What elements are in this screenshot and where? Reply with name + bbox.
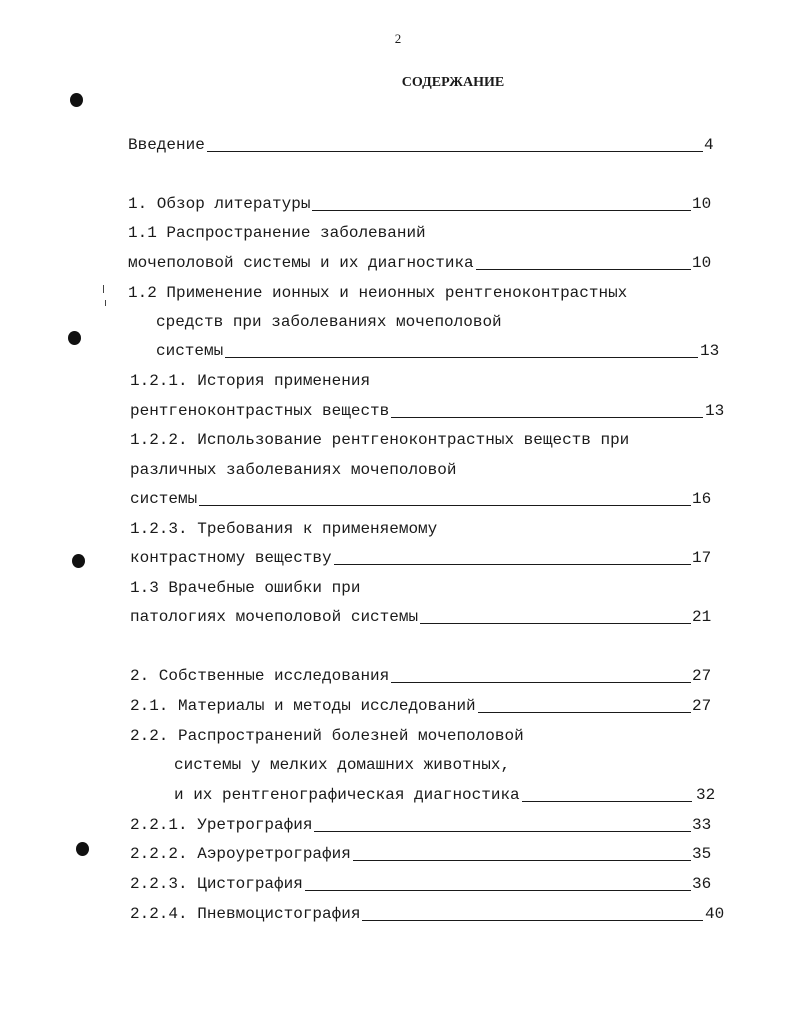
toc-entry [130,547,720,569]
toc-entry [130,873,720,895]
toc-entry [174,754,720,776]
toc-entry-title: системы у мелких домашних животных, [174,756,511,774]
toc-entry-title: 1.2 Применение ионных и неионных рентгеноконтрастных [128,284,628,302]
toc-leader-line [305,890,691,891]
toc-leader-line [420,623,691,624]
toc-leader-line [312,210,691,211]
toc-leader-line [225,357,698,358]
toc-page-number: 27 [692,667,712,685]
toc-page-number: 21 [692,608,712,626]
toc-entry-title: 1.3 Врачебные ошибки при [130,579,361,597]
toc-entry-title: 1.2.3. Требования к применяемому [130,520,438,538]
toc-entry [128,252,720,274]
toc-entry [130,577,720,599]
toc-page-number: 13 [700,342,720,360]
toc-page-number: 10 [692,254,712,272]
toc-entry [130,665,720,687]
toc-entry-title: мочеполовой системы и их диагностика [128,254,474,272]
toc-entry-title: 1. Обзор литературы [128,195,311,213]
scan-speck [105,300,106,306]
toc-entry [130,518,720,540]
toc-page-number: 40 [705,905,725,923]
toc-leader-line [391,417,703,418]
toc-entry-title: 2.2.2. Аэроуретрография [130,845,351,863]
toc-entry-title: 2.2.4. Пневмоцистография [130,905,361,923]
toc-entry-title: 1.2.2. Использование рентгеноконтрастных веществ при [130,431,630,449]
toc-entry-title: системы [156,342,224,360]
binder-hole [68,331,81,345]
toc-entry [128,282,720,304]
toc-page-number: 35 [692,845,712,863]
toc-leader-line [391,682,691,683]
toc-entry [156,340,720,362]
toc-entry [130,695,720,717]
page-title: СОДЕРЖАНИЕ [401,75,505,90]
toc-entry [128,134,720,156]
toc-entry [130,843,720,865]
toc-entry-title: 1.2.1. История применения [130,372,371,390]
binder-hole [72,554,85,568]
toc-entry [130,370,720,392]
toc-entry [130,400,725,422]
toc-page-number: 13 [705,402,725,420]
page-number: 2 [394,31,402,46]
toc-page-number: 4 [704,136,714,154]
toc-leader-line [476,269,691,270]
binder-hole [70,93,83,107]
toc-page-number: 36 [692,875,712,893]
toc-entry-title: 2.2.1. Уретрография [130,816,313,834]
toc-entry [130,459,720,481]
toc-leader-line [314,831,691,832]
toc-entry-title: и их рентгенографическая диагностика [174,786,520,804]
toc-page-number: 33 [692,816,712,834]
toc-entry [156,311,720,333]
toc-leader-line [199,505,691,506]
toc-entry [174,784,720,806]
toc-entry [130,488,720,510]
binder-hole [76,842,89,856]
toc-leader-line [478,712,691,713]
toc-entry-title: средств при заболеваниях мочеполовой [156,313,502,331]
toc-page-number: 10 [692,195,712,213]
toc-leader-line [207,151,703,152]
toc-entry-title: системы [130,490,198,508]
toc-entry-title: Введение [128,136,205,154]
toc-leader-line [353,860,691,861]
toc-entry-title: рентгеноконтрастных веществ [130,402,390,420]
toc-entry [130,814,720,836]
toc-entry [130,429,720,451]
toc-page-number: 32 [696,786,716,804]
toc-entry-title: различных заболеваниях мочеполовой [130,461,457,479]
toc-page-number: 27 [692,697,712,715]
toc-entry [130,606,720,628]
toc-entry-title: 2.2.3. Цистография [130,875,303,893]
toc-leader-line [522,801,692,802]
toc-entry [128,222,720,244]
toc-entry-title: 1.1 Распространение заболеваний [128,224,426,242]
toc-page-number: 16 [692,490,712,508]
toc-entry-title: контрастному веществу [130,549,332,567]
toc-entry-title: 2.1. Материалы и методы исследований [130,697,476,715]
toc-entry [130,725,720,747]
toc-entry-title: патологиях мочеполовой системы [130,608,419,626]
scan-speck [103,285,104,293]
toc-entry-title: 2.2. Распространений болезней мочеполовой [130,727,524,745]
toc-page-number: 17 [692,549,712,567]
toc-leader-line [362,920,703,921]
toc-leader-line [334,564,691,565]
toc-entry-title: 2. Собственные исследования [130,667,390,685]
toc-entry [130,903,725,925]
toc-entry [128,193,720,215]
